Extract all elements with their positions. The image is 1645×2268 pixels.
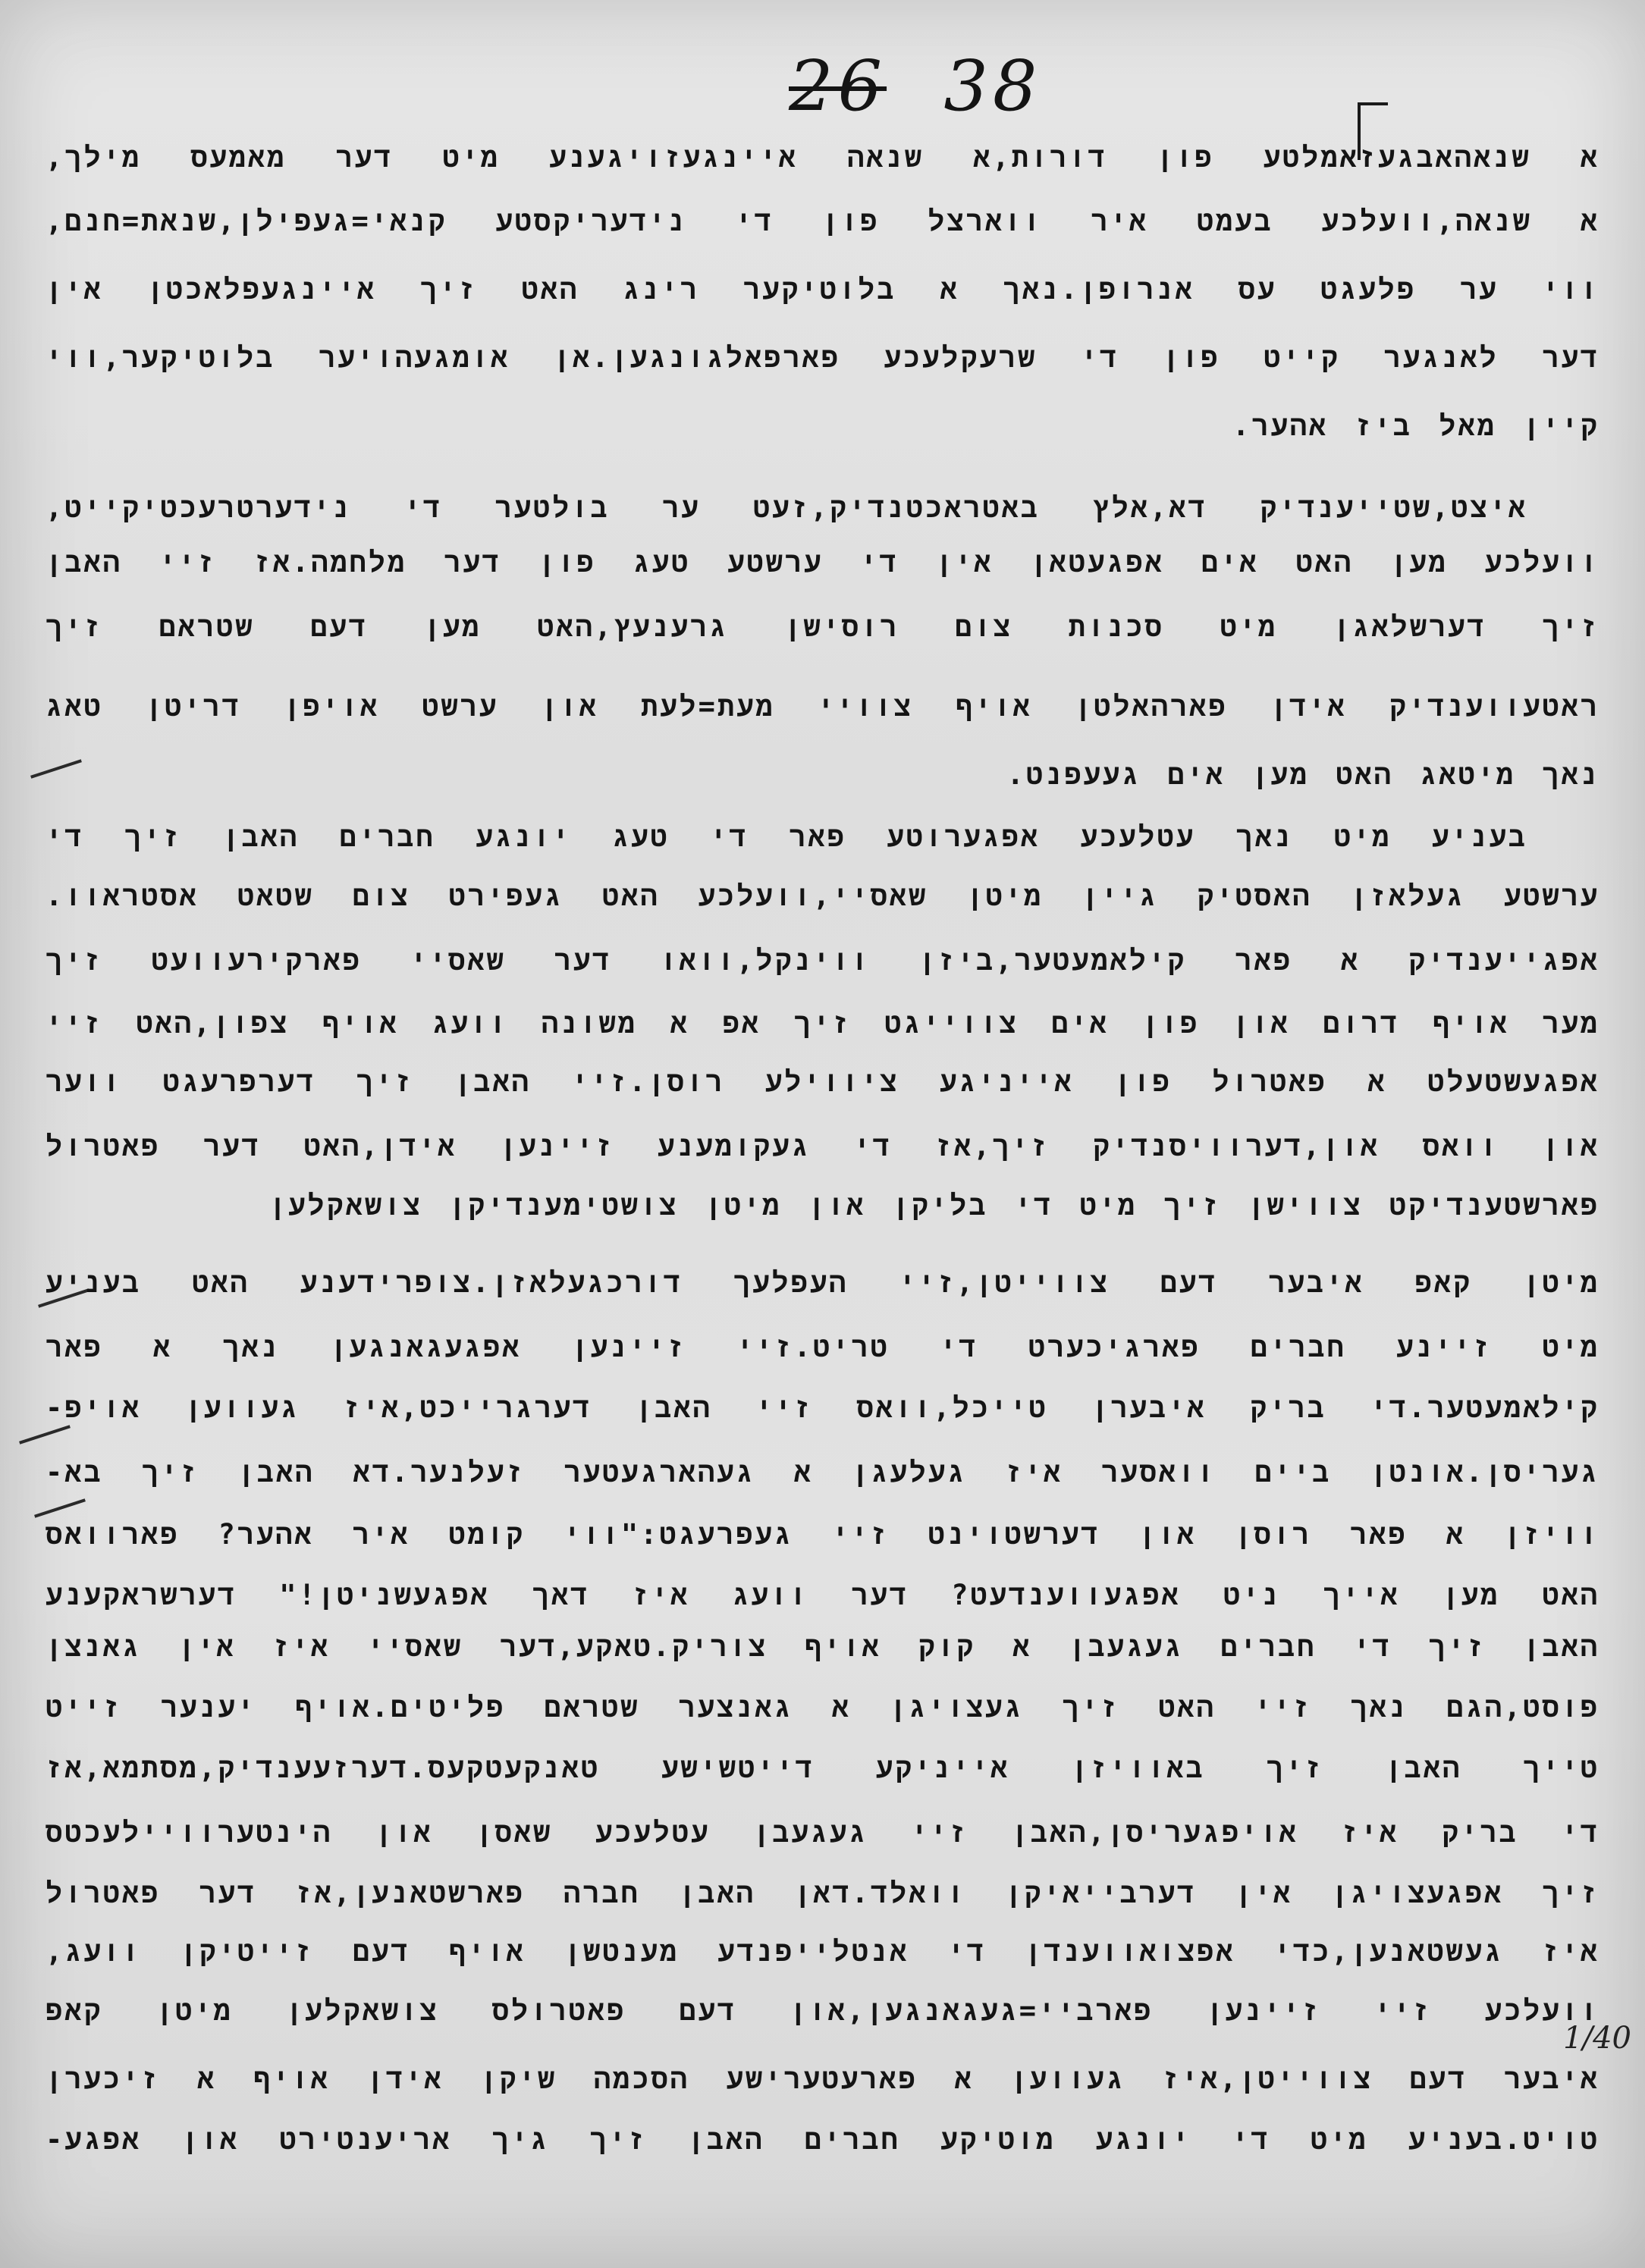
text-line: קיין מאל ביז אהער. — [1232, 409, 1599, 442]
text-line: ערשטע געלאזן האסטיק גיין מיטן שאסיי,וועלכע האט געפירט צום שטאט אסטראוו. — [46, 880, 1599, 912]
text-line: געריסן.אונטן ביים וואסער איז געלעגן א געהארגעטער זעלנער.דא האבן זיך בא- — [46, 1456, 1599, 1488]
text-line: איז געשטאנען,כדי אפצואווענדן די אנטלייפנדע מענטשן אויף דעם זייטיקן וועג, — [46, 1935, 1599, 1968]
text-line: מיט זיינע חברים פארגיכערט די טריט.זיי זיינען אפגעגאנגען נאך א פאר — [46, 1331, 1599, 1363]
text-line: ראטעווענדיק אידן פארהאלטן אויף צוויי מעת=לעת און ערשט אויפן דריטן טאג — [46, 690, 1599, 723]
page-number-current: 38 — [943, 45, 1042, 127]
text-line: אפגייענדיק א פאר קילאמעטער,ביזן ווינקל,וואו דער שאסיי פארקירעוועט זיך — [46, 944, 1599, 977]
text-line: דער לאנגער קייט פון די שרעקלעכע פארפאלגונגען.אן אומגעהויער בלוטיקער,ווי — [46, 341, 1599, 374]
text-line: און וואס און,דערוויסנדיק זיך,אז די געקומענע זיינען אידן,האט דער פאטרול — [46, 1130, 1599, 1162]
text-line: זיך דערשלאגן מיט סכנות צום רוסישן גרענעץ,האט מען דעם שטראם זיך — [46, 610, 1599, 643]
text-line: טייך האבן זיך באוויזן אייניקע דייטשישע טאנקעטקעס.דערזעענדיק,מסתמא,אז — [46, 1752, 1599, 1784]
text-line: נאך מיטאג האט מען אים געעפנט. — [1006, 758, 1599, 791]
text-line: די בריק איז אויפגעריסן,האבן זיי געגעבן עטלעכע שאסן און הינטערוויילעכטס — [46, 1816, 1599, 1849]
text-line: וויזן א פאר רוסן און דערשטוינט זיי געפרעגט:"ווי קומט איר אהער? פארוואס — [46, 1518, 1599, 1551]
text-line: זיך אפגעצויגן אין דערבייאיקן וואלד.דאן האבן חברה פארשטאנען,אז דער פאטרול — [46, 1877, 1599, 1909]
text-line: מיטן קאפ איבער דעם צווייטן,זיי העפלעך דורכגעלאזן.צופרידענע האט בעניע — [46, 1266, 1599, 1299]
text-line: ווי ער פלעגט עס אנרופן.נאך א בלוטיקער רינג האט זיך איינגעפלאכטן אין — [46, 273, 1599, 306]
text-line: איבער דעם צווייטן,איז געווען א פארעטערישע הסכמה שיקן אידן אויף א זיכערן — [46, 2063, 1599, 2095]
text-line: מער אויף דרום און פון אים צווייגט זיך אפ א משונה וועג אויף צפון,האט זיי — [46, 1007, 1599, 1040]
page-number — [789, 45, 1041, 127]
text-line: האבן זיך די חברים געגעבן א קוק אויף צוריק.טאקע,דער שאסיי איז אין גאנצן — [46, 1630, 1599, 1663]
text-line: אפגעשטעלט א פאטרול פון אייניגע ציווילע רוסן.זיי האבן זיך דערפרעגט ווער — [46, 1065, 1599, 1098]
text-line: איצט,שטייענדיק דא,אלץ באטראכטנדיק,זעט ער בולטער די נידערטרעכטיקייט, — [46, 491, 1527, 524]
text-line: פוסט,הגם נאך זיי האט זיך געצויגן א גאנצער שטראם פליטים.אויף יענער זייט — [46, 1691, 1599, 1724]
text-line: פארשטענדיקט צווישן זיך מיט די בליקן און מיטן צושטימענדיקן צושאקלען — [268, 1189, 1599, 1222]
text-line: א שנאה,וועלכע בעמט איר ווארצל פון די נידעריקסטע קנאי=געפילן,שנאת=חנם, — [46, 205, 1599, 237]
text-line: טויט.בעניע מיט די יונגע מוטיקע חברים האבן זיך גיך אריענטירט און אפגע- — [46, 2123, 1599, 2156]
text-line: האט מען אייך ניט אפגעווענדעט? דער וועג איז דאך אפגעשניטן!" דערשראקענע — [46, 1579, 1599, 1611]
page-number-struck: 26 — [789, 45, 887, 127]
typed-text-body — [46, 121, 1599, 2244]
text-line: קילאמעטער.די בריק איבערן טייכל,וואס זיי האבן דערגרייכט,איז געווען אויפ- — [46, 1391, 1599, 1424]
text-line: וועלכע זיי זיינען פארביי=געגאנגען,און דעם פאטרולס צושאקלען מיטן קאפ — [46, 1994, 1599, 2027]
text-line: א שנאהאבגעזאמלטע פון דורות,א שנאה איינגעזויגענע מיט דער מאמעס מילך, — [46, 141, 1599, 174]
text-line: בעניע מיט נאך עטלעכע אפגערוטע פאר די טעג יונגע חברים האבן זיך די — [46, 820, 1527, 853]
margin-note-right: 1/40 — [1563, 2021, 1631, 2056]
text-line: וועלכע מען האט אים אפגעטאן אין די ערשטע טעג פון דער מלחמה.אז זיי האבן — [46, 546, 1599, 579]
